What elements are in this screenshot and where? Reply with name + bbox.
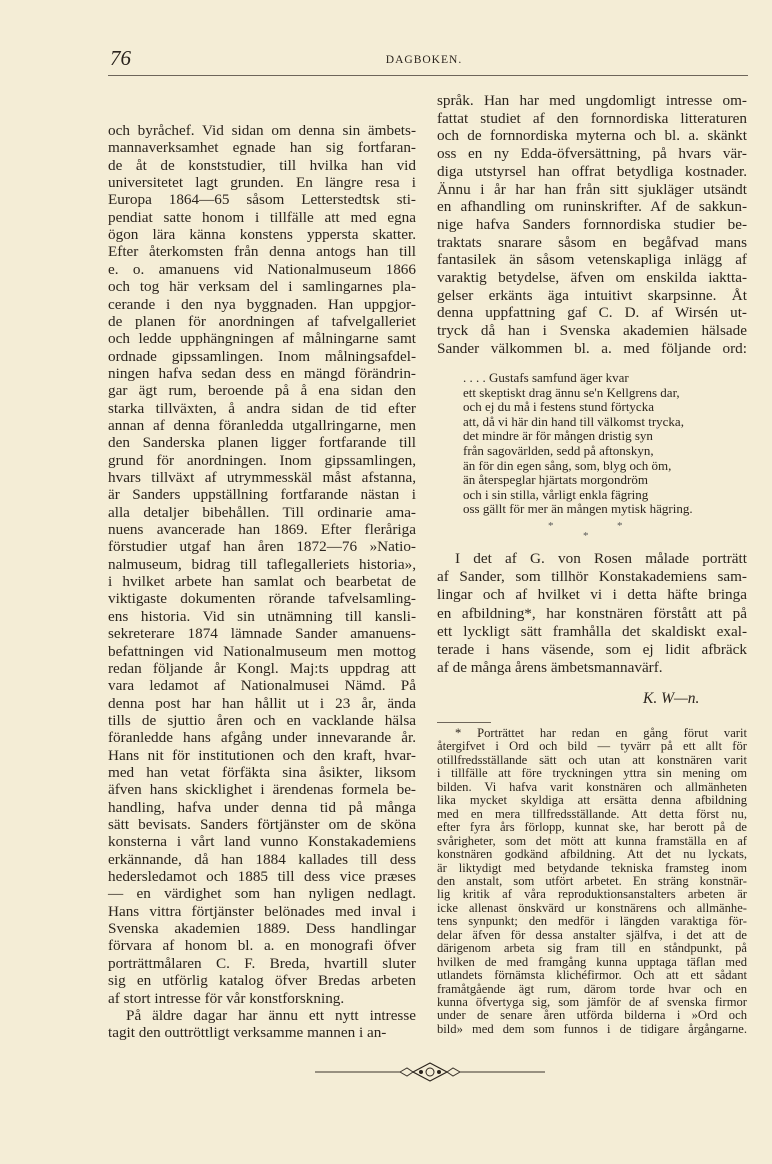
text-line: af stort intresse för vår konstforskning. (108, 989, 345, 1007)
asterism-star: * (617, 520, 623, 532)
footnote-rule (437, 722, 491, 723)
text-line: konsterna i vårt land vunno Konstakademiens (108, 833, 416, 851)
text-line: redan följande år Kongl. Maj:ts uppdrag att (108, 659, 416, 677)
text-line: oss en ny Edda-öfversättning, på hvars vär- (437, 145, 747, 163)
text-line: tagit den outtröttligt verksamme mannen i an- (108, 1024, 387, 1042)
author-signature: K. W—n. (643, 690, 700, 707)
text-line: Hans nit för institutionen och den kraft, hvar- (108, 746, 416, 764)
text-line: under de senare åren utförda bilderna i »Ord och (437, 1008, 747, 1023)
text-line: bild» med dem som funnos i de tidigare årgångarne. (437, 1021, 747, 1036)
text-line: erkännande, då han 1884 kallades till dess (108, 850, 416, 868)
text-line: en afhandling om runinskrifter. Af de sakkun- (437, 198, 747, 216)
text-line: de planen för anordningen af tafvelgalleriet (108, 312, 416, 330)
text-line: af de många årens ämbetsmannavärf. (437, 659, 663, 677)
text-line: varaktig betydelse, äfven om enskilda iaktta- (437, 269, 747, 286)
text-line: lika mycket skyldiga att ersätta denna afbildning (437, 793, 747, 808)
text-line: mannaverksamhet egnade han sig fortfaran- (108, 139, 416, 157)
text-line: Europa 1864—65 såsom Letterstedtsk sti- (108, 191, 416, 209)
text-line: framåtgående ägt rum, därom torde hvar och en (437, 981, 747, 996)
text-line: är Sanders uppställning fortfarande nästan i (108, 486, 416, 504)
text-line: — en värdighet som han nyligen nedlagt. (108, 885, 416, 903)
text-line: ens historia. Vid sin utnämning till kansli- (108, 607, 416, 625)
asterism-star: * (548, 520, 554, 532)
text-line: cerande i den nya byggnaden. Han uppgjor- (108, 295, 416, 313)
text-line: vara ledamot af Nationalmusei Nämd. På (108, 677, 416, 695)
text-line: . . . . Gustafs samfund äger kvar (463, 370, 629, 385)
text-line: det mindre är för mången dristig syn (463, 428, 653, 444)
text-line: den anstalt, som utfört arbetet. En sträng konstnär- (437, 873, 747, 888)
text-line: tryck då han i Svenska akademien hälsade (437, 322, 747, 340)
text-line: Ännu i år har han från sitt sjukläger utsändt (437, 180, 747, 198)
text-line: med en mera tillfredsställande. Att detta först nu, (437, 806, 747, 821)
text-line: kunna öfvertyga sig, som jämför de af svenska firmor (437, 995, 747, 1009)
text-line: pendiat satte honom i tillfälle att med egna (108, 208, 416, 226)
text-line: befattningen vid Nationalmuseum men mottog (108, 642, 416, 660)
text-line: ett lyckligt sätt framhålla det skaldiskt exal- (437, 622, 747, 640)
text-line: den Sanderska planen ligger fortfarande till (108, 434, 416, 452)
text-line: ordnade gipssamlingen. Inom målningsafdel- (108, 347, 416, 365)
text-line: från sagovärlden, sedd på aftonskyn, (463, 443, 654, 458)
text-line: nalmuseum, bidrag till taflegalleriets historia», (108, 555, 416, 573)
text-line: med han vetat förfäkta sina åsikter, liksom (108, 763, 416, 781)
asterism-star: * (583, 530, 589, 542)
text-line: alla detaljer bibehållen. Till ordinarie ama- (108, 503, 416, 521)
text-line: i hvilket arbete han samlat och bearbetat de (108, 573, 416, 591)
text-line: På äldre dagar har ännu ett nytt intresse (126, 1006, 416, 1024)
text-line: fattat studiet af den fornnordiska litteraturen (437, 109, 747, 127)
text-line: efter fyra års förlopp, kunnat ske, har berott på de (437, 820, 747, 835)
text-line: handling, hafva under denna tid på många (108, 798, 416, 816)
text-line: är liktydigt med betydande tekniska framsteg inom (437, 860, 747, 875)
text-line: och byråchef. Vid sidan om denna sin ämbets- (108, 122, 416, 139)
text-line: därigenom arbeta sig fram till en ståndpunkt, på (437, 941, 747, 956)
text-line: * Porträttet har redan en gång förut varit (455, 726, 747, 740)
text-line: utlandets förnämsta klichéfirmor. Och att ett sådant (437, 968, 747, 983)
text-line: en afbildning*, har konstnären förstått att på (437, 604, 747, 622)
text-line: icke allenast önskvärd ur konstnärens och allmänhe- (437, 900, 747, 915)
text-line: grund för anordningen. Inom gipssamlingen, (108, 451, 416, 469)
text-line: annan af denna föranledda utgallringarne, men (108, 416, 416, 434)
text-line: sig en utförlig katalog öfver Bredas arbeten (108, 972, 416, 990)
text-line: gelser erkänts äga intuitivt skarpsinne. Åt (437, 286, 747, 304)
text-line: nige hafva Sanders fornnordiska studier be- (437, 215, 747, 233)
text-line: fantasilek än såsom vetenskapliga inlägg af (437, 251, 747, 269)
text-line: konstnären godkänd afbildning. Att det nu lyckats, (437, 847, 747, 862)
text-line: och ej du må i festens stund förtycka (463, 399, 654, 415)
text-line: af Sander, som tillhör Konstakademiens sam- (437, 568, 747, 586)
page-number: 76 (110, 46, 131, 70)
ornament-divider-icon (315, 1060, 545, 1084)
text-line: språk. Han har med ungdomligt intresse om- (437, 92, 747, 109)
text-line: de åt de konststudier, till hvilka han vid (108, 156, 416, 174)
text-line: sätt bevisats. Sanders förtjänster om de sköna (108, 816, 416, 833)
text-line: och tog här verksam del i samlingarnes pla- (108, 278, 416, 296)
text-line: och i sin stilla, vårligt enkla fägring (463, 486, 649, 502)
text-line: tills de sjuttio åren och en vacklande hälsa (108, 711, 416, 729)
running-head: DAGBOKEN. (385, 54, 463, 66)
text-line: ningen hafva sedan dess en mängd förändrin- (108, 364, 416, 382)
text-line: att, då vi här din hand till välkomst trycka, (463, 413, 684, 429)
text-line: delar äfven för dessa anstalter själfva, i det att de (437, 927, 747, 942)
text-line: universitetet lagt grunden. En längre resa i (108, 174, 416, 192)
text-line: ögon lära känna konstens yppersta skatter. (108, 226, 416, 244)
text-line: I det af G. von Rosen målade porträtt (455, 550, 747, 567)
text-line: e. o. amanuens vid Nationalmuseum 1866 (108, 260, 416, 278)
text-line: porträttmålaren C. F. Breda, hvartill sluter (108, 954, 416, 972)
text-line: terade i hans väsende, som ej lidit afbräck (437, 641, 747, 658)
text-line: denna post har han hållit ut i 23 år, ända (108, 694, 416, 712)
text-line: och ledde upphängningen af målningarne samt (108, 330, 416, 348)
text-line: återgifvet i Ord och bild — tyvärr på ett allt för (437, 739, 747, 754)
text-line: Hans vittra förtjänster belönades med inval i (108, 902, 416, 920)
text-line: svårigheter, som det mött att kunna framställa en af (437, 833, 747, 848)
text-line: viktigaste dokumenten rörande tafvelsamling- (108, 590, 416, 608)
text-line: än för din egen sång, som, blyg och öm, (463, 457, 672, 473)
text-line: sekreterare 1874 lämnade Sander amanuens- (108, 625, 416, 643)
text-line: bilden. Vi hafva varit konstnären och allmänheten (437, 779, 747, 794)
text-line: Svenska akademien 1889. Dess handlingar (108, 920, 416, 938)
text-line: hvars tillväxt af utrymmesskäl måst afstanna, (108, 469, 416, 486)
text-line: nuens avancerade han 1869. Efter fleråriga (108, 521, 416, 539)
text-line: i tillfälle att före tryckningen yttra sin mening om (437, 766, 747, 781)
text-line: otillfredsställande sätt och utan att konstnären varit (437, 752, 747, 767)
text-line: traktats snarare såsom en begåfvad mans (437, 233, 747, 251)
text-line: äfven hans skicklighet i ärendenas formela be- (108, 781, 416, 799)
text-line: än återspeglar hjärtats morgondröm (463, 472, 648, 488)
text-line: Sander välkommen bl. a. med följande ord: (437, 339, 747, 357)
text-line: lingar och af hvilket vi i detta häfte bringa (437, 586, 747, 604)
text-line: tens synpunkt; den medför i längden varaktiga för- (437, 914, 747, 929)
text-line: oss gällt för mer än mången mytisk hägring. (463, 501, 693, 517)
text-line: föranledde hans afgång under innevarande år. (108, 729, 416, 747)
text-line: starka tillväxten, å andra sidan de tid efter (108, 399, 416, 417)
text-line: denna uppfattning gaf C. D. af Wirsén ut- (437, 304, 747, 322)
text-line: förvara af honom bl. a. en monografi öfver (108, 937, 416, 955)
text-line: ett skeptiskt drag ännu se'n Kellgrens dar, (463, 384, 680, 400)
text-line: diga utstyrsel han offrat betydliga kostnader. (437, 162, 747, 180)
text-line: och de fornnordiska myterna och bl. a. skänkt (437, 127, 747, 145)
text-line: lig kritik af våra reproduktionsanstalters arbeten är (437, 887, 747, 902)
text-line: hedersledamot och 1885 till dess vice præses (108, 868, 416, 886)
text-line: förstudier utgaf han åren 1872—76 »Natio- (108, 538, 416, 556)
text-line: gar ägt rum, beroende på å ena sidan den (108, 382, 416, 400)
text-line: Efter återkomsten från denna antogs han till (108, 243, 416, 261)
header-rule (108, 75, 748, 76)
text-line: hvilken de med framgång kunna upptaga täflan med (437, 954, 747, 969)
